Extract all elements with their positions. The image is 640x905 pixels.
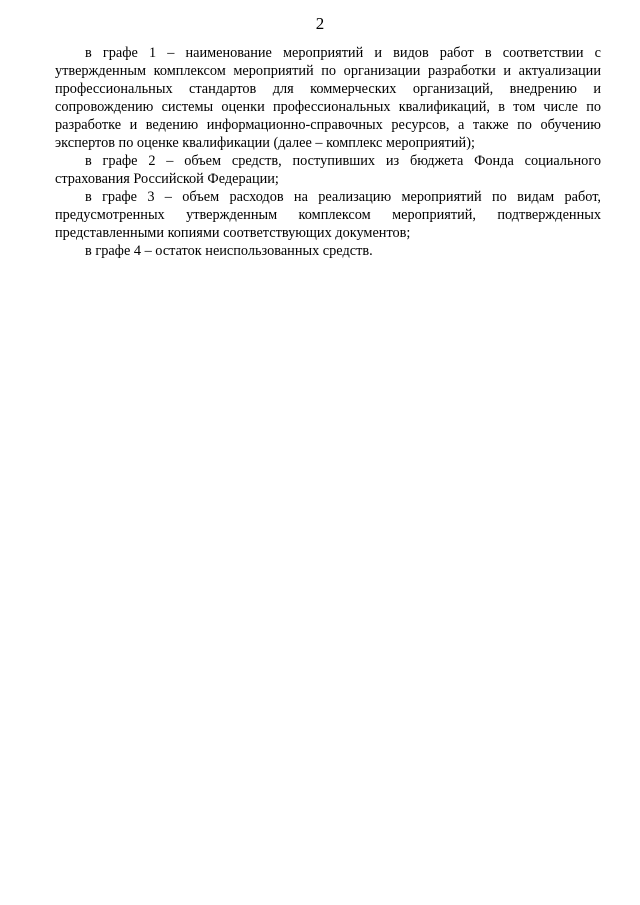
document-body [55,44,601,260]
page-number: 2 [315,14,325,33]
paragraph-column-4: в графе 4 – остаток неиспользованных средств. [85,243,373,259]
paragraph-column-3: в графе 3 – объем расходов на реализацию мероприятий по видам работ, предусмотренных утвержденным комплексом мероприятий, подтвержденных представленными копиями соответствующих документов; [55,189,601,241]
paragraph-column-1: в графе 1 – наименование мероприятий и видов работ в соответствии с утвержденным комплексом мероприятий по организации разработки и актуализации профессиональных стандартов для коммерческих организаций, внедрению и сопровождению системы оценки профессиональных квалификаций, в том числе по разработке и ведению информационно-справочных ресурсов, а также по обучению экспертов по оценке квалификации (далее – комплекс мероприятий); [55,45,601,151]
paragraph-column-2: в графе 2 – объем средств, поступивших из бюджета Фонда социального страхования Российской Федерации; [55,153,601,187]
